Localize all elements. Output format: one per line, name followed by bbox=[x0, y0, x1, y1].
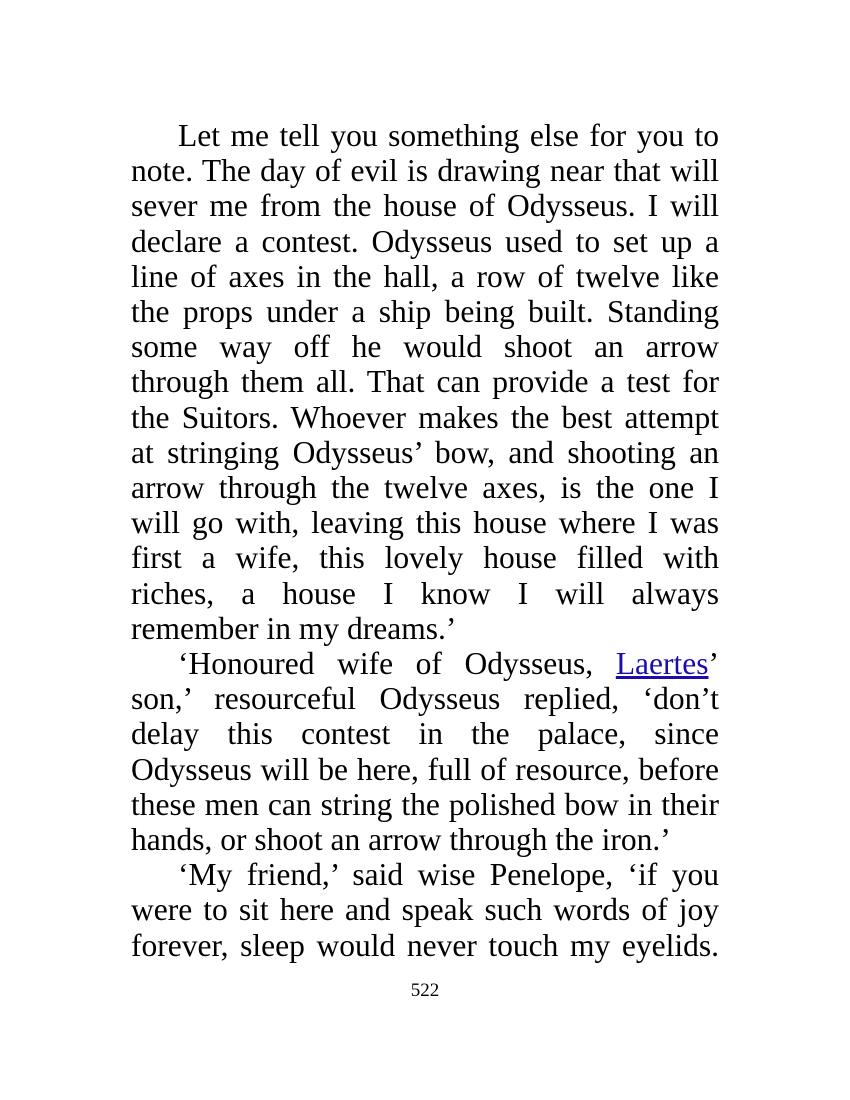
paragraph-1: Let me tell you something else for you to note. The day of evil is drawing near that will sever me from the house of Odysseus. I will declare a contest. Odysseus used to set up a line of axes in the hall, a row of twelve like the props under a ship being built. Standing some way off he would shoot an arrow through them all. That can provide a test for the Suitors. Whoever makes the best attempt at stringing Odysseus’ bow, and shooting an arrow through the twelve axes, is the one I will go with, leaving this house where I was first a wife, this lovely house filled with riches, a house I know I will always remember in my dreams.’ bbox=[131, 118, 719, 646]
paragraph-2 bbox=[131, 646, 719, 857]
page-number: 522 bbox=[410, 980, 440, 1001]
paragraph-3: ‘My friend,’ said wise Penelope, ‘if you were to sit here and speak such words of joy forever, sleep would never touch my eyelids. bbox=[131, 857, 719, 963]
paragraph-2-rest: ’ son,’ resourceful Odysseus replied, ‘don’t delay this contest in the palace, since Odysseus will be here, full of resource, before these men can string the polished bow in their hands, or shoot an arrow through the iron.’ bbox=[131, 646, 719, 858]
paragraph-2-lead: ‘Honoured wife of Odysseus, bbox=[178, 646, 616, 682]
laertes-link[interactable]: Laertes bbox=[615, 646, 709, 682]
body-text bbox=[131, 118, 719, 963]
